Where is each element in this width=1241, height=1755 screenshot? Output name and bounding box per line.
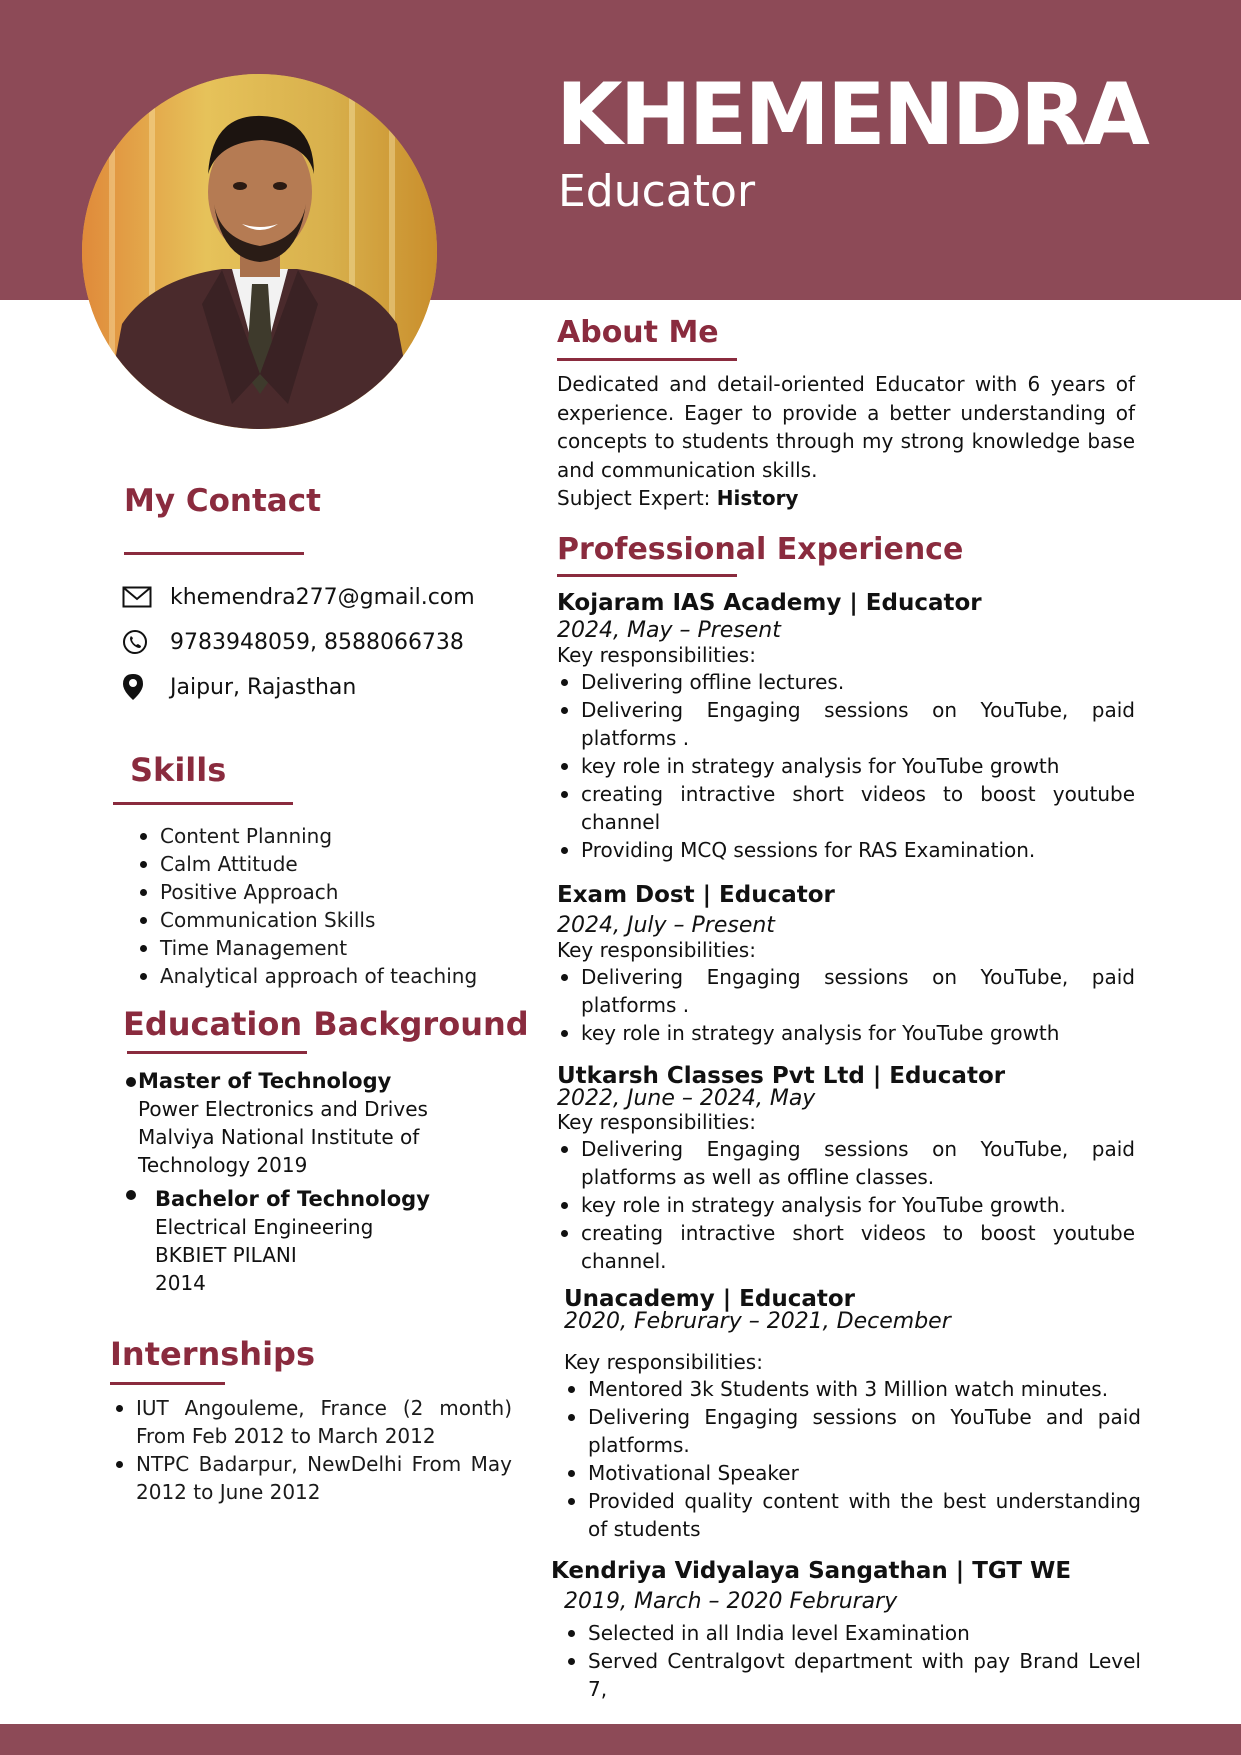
job-key-responsibilities: Key responsibilities: <box>557 1110 756 1134</box>
education-degree: Bachelor of Technology <box>155 1187 430 1211</box>
job-date: 2020, Februrary – 2021, December <box>564 1309 951 1334</box>
contact-email[interactable]: khemendra277@gmail.com <box>170 584 475 610</box>
skill-item: Content Planning <box>136 822 516 850</box>
job-title: Unacademy | Educator <box>564 1286 856 1312</box>
internship-item: NTPC Badarpur, NewDelhi From May 2012 to June 2012 <box>112 1450 512 1506</box>
job-duty: key role in strategy analysis for YouTube growth. <box>557 1191 1135 1219</box>
about-paragraph: Dedicated and detail-oriented Educator with 6 years of experience. Eager to provide a better understanding of concepts to students through my strong knowledge base and communication skills. <box>557 372 1135 482</box>
internships-heading-underline <box>110 1382 225 1385</box>
contact-heading: My Contact <box>124 483 321 519</box>
skill-item: Positive Approach <box>136 878 516 906</box>
education-bullet <box>126 1077 136 1087</box>
job-duty: Providing MCQ sessions for RAS Examination. <box>557 836 1135 864</box>
candidate-name: KHEMENDRA <box>556 65 1147 165</box>
contact-email-row <box>122 582 475 612</box>
job-title: Kendriya Vidyalaya Sangathan | TGT WE <box>551 1558 1072 1584</box>
job-date: 2024, July – Present <box>557 913 775 938</box>
job-duties-list <box>564 1619 1141 1703</box>
job-duties-list <box>564 1375 1141 1543</box>
education-line: BKBIET PILANI <box>155 1243 297 1267</box>
job-duty: Selected in all India level Examination <box>564 1619 1141 1647</box>
education-line: Electrical Engineering <box>155 1215 374 1239</box>
education-item-masters <box>138 1067 478 1179</box>
contact-location-row <box>122 672 356 702</box>
contact-phone-row <box>122 627 464 657</box>
subject-expert-value: History <box>716 486 799 510</box>
job-duty: Mentored 3k Students with 3 Million watch minutes. <box>564 1375 1141 1403</box>
internships-heading: Internships <box>110 1335 315 1373</box>
job-key-responsibilities: Key responsibilities: <box>564 1350 763 1374</box>
job-key-responsibilities: Key responsibilities: <box>557 938 756 962</box>
education-item-bachelors <box>155 1185 495 1297</box>
job-duty: Delivering offline lectures. <box>557 668 1135 696</box>
job-duties-list <box>557 668 1135 864</box>
mail-icon <box>122 582 156 612</box>
contact-phone[interactable]: 9783948059, 8588066738 <box>170 629 464 655</box>
contact-location: Jaipur, Rajasthan <box>170 674 357 700</box>
education-line: 2014 <box>155 1271 206 1295</box>
experience-heading: Professional Experience <box>557 532 964 567</box>
candidate-role: Educator <box>558 166 756 217</box>
education-line: Technology 2019 <box>138 1153 308 1177</box>
job-duty: Delivering Engaging sessions on YouTube and paid platforms. <box>564 1403 1141 1459</box>
education-heading-underline <box>127 1051 307 1054</box>
contact-heading-underline <box>124 552 304 555</box>
skill-item: Time Management <box>136 934 516 962</box>
job-duty: creating intractive short videos to boost youtube channel. <box>557 1219 1135 1275</box>
job-duty: Delivering Engaging sessions on YouTube, paid platforms as well as offline classes. <box>557 1135 1135 1191</box>
profile-photo <box>82 74 437 429</box>
job-date: 2019, March – 2020 Februrary <box>564 1589 898 1614</box>
job-duty: Provided quality content with the best understanding of students <box>564 1487 1141 1543</box>
education-bullet <box>126 1190 136 1200</box>
subject-expert-label: Subject Expert: <box>557 486 711 510</box>
profile-photo-illustration <box>82 74 437 429</box>
job-duty: Delivering Engaging sessions on YouTube, paid platforms . <box>557 963 1135 1019</box>
job-duty: Delivering Engaging sessions on YouTube, paid platforms . <box>557 696 1135 752</box>
education-heading: Education Background <box>123 1005 529 1043</box>
skills-list <box>136 822 516 990</box>
footer-band <box>0 1724 1241 1755</box>
job-duties-list <box>557 963 1135 1047</box>
job-duty: key role in strategy analysis for YouTube growth <box>557 752 1135 780</box>
skill-item: Calm Attitude <box>136 850 516 878</box>
job-duty: creating intractive short videos to boost youtube channel <box>557 780 1135 836</box>
location-pin-icon <box>122 672 156 702</box>
job-duty: key role in strategy analysis for YouTube growth <box>557 1019 1135 1047</box>
phone-icon <box>122 627 156 657</box>
experience-heading-underline <box>557 574 737 577</box>
job-date: 2024, May – Present <box>557 618 781 643</box>
job-title: Utkarsh Classes Pvt Ltd | Educator <box>557 1063 1006 1089</box>
about-text <box>557 370 1135 513</box>
internship-item: IUT Angouleme, France (2 month) From Feb 2012 to March 2012 <box>112 1394 512 1450</box>
education-line: Malviya National Institute of <box>138 1125 420 1149</box>
job-title: Exam Dost | Educator <box>557 882 835 908</box>
education-degree: Master of Technology <box>138 1069 392 1093</box>
internships-list <box>112 1394 512 1506</box>
job-duty: Served Centralgovt department with pay Brand Level 7, <box>564 1647 1141 1703</box>
skill-item: Analytical approach of teaching <box>136 962 516 990</box>
skills-heading: Skills <box>130 751 227 789</box>
skills-heading-underline <box>113 802 293 805</box>
job-key-responsibilities: Key responsibilities: <box>557 643 756 667</box>
skill-item: Communication Skills <box>136 906 516 934</box>
job-title: Kojaram IAS Academy | Educator <box>557 590 982 616</box>
job-duties-list <box>557 1135 1135 1275</box>
about-heading: About Me <box>557 315 719 350</box>
job-duty: Motivational Speaker <box>564 1459 1141 1487</box>
education-line: Power Electronics and Drives <box>138 1097 428 1121</box>
subject-expert-line <box>557 484 1135 513</box>
about-heading-underline <box>557 358 737 361</box>
job-date: 2022, June – 2024, May <box>557 1086 816 1111</box>
